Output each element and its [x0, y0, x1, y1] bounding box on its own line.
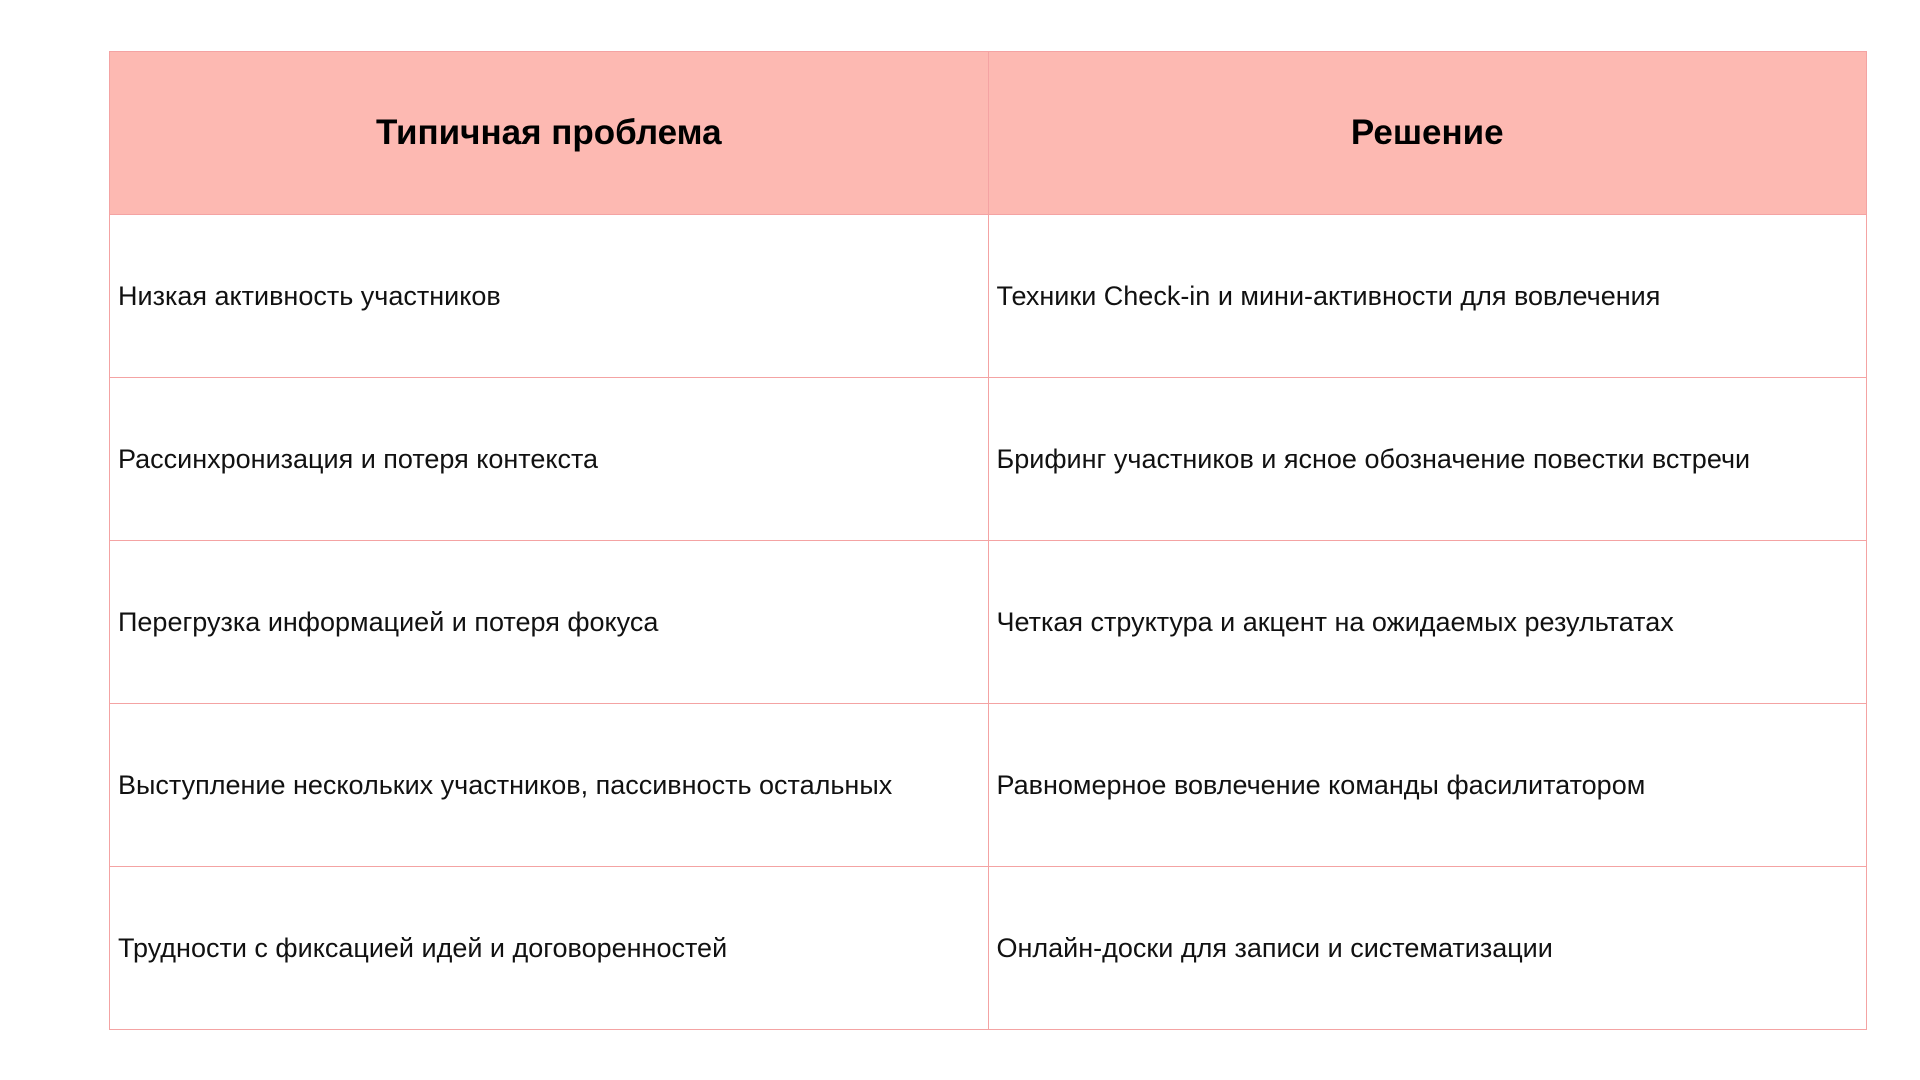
table-header	[110, 52, 1867, 215]
solution-cell: Онлайн-доски для записи и систематизации	[988, 867, 1867, 1030]
solution-cell: Брифинг участников и ясное обозначение повестки встречи	[988, 378, 1867, 541]
table-row	[110, 541, 1867, 704]
solution-cell: Техники Check-in и мини-активности для вовлечения	[988, 215, 1867, 378]
problem-cell: Выступление нескольких участников, пассивность остальных	[110, 704, 989, 867]
solution-cell: Равномерное вовлечение команды фасилитатором	[988, 704, 1867, 867]
table-body	[110, 215, 1867, 1030]
header-problem: Типичная проблема	[110, 52, 989, 215]
table-row	[110, 867, 1867, 1030]
problem-cell: Перегрузка информацией и потеря фокуса	[110, 541, 989, 704]
problem-cell: Трудности с фиксацией идей и договоренностей	[110, 867, 989, 1030]
table-row	[110, 215, 1867, 378]
table-row	[110, 378, 1867, 541]
problem-solution-table	[109, 51, 1867, 1030]
problem-cell: Рассинхронизация и потеря контекста	[110, 378, 989, 541]
header-solution: Решение	[988, 52, 1867, 215]
table-header-row	[110, 52, 1867, 215]
table-row	[110, 704, 1867, 867]
solution-cell: Четкая структура и акцент на ожидаемых результатах	[988, 541, 1867, 704]
problem-solution-table-container	[109, 51, 1867, 1030]
problem-cell: Низкая активность участников	[110, 215, 989, 378]
